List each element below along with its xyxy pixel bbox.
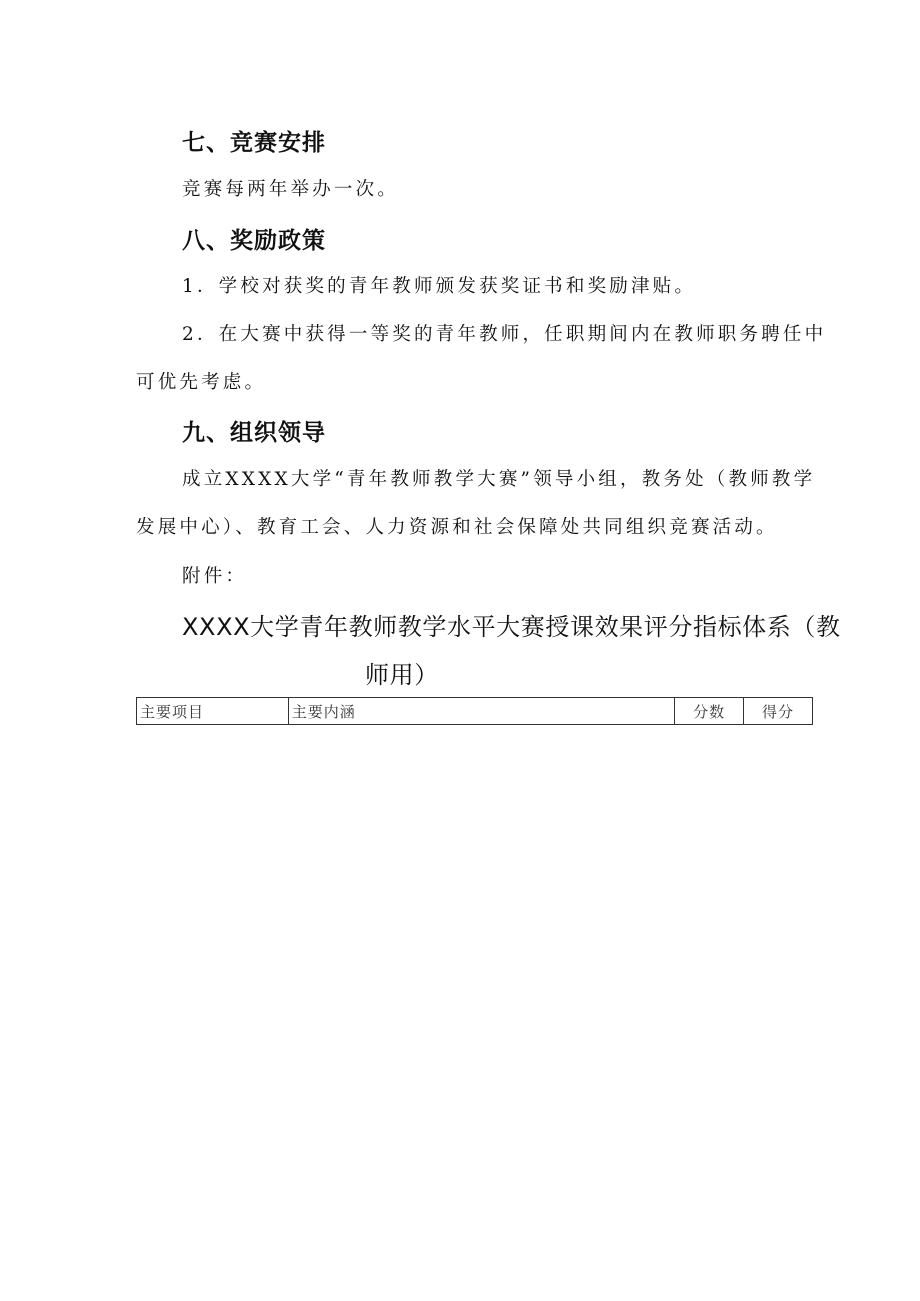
attachment-title-line2: 师用） — [365, 661, 439, 689]
attachment-label: 附件： — [182, 566, 248, 587]
header-points-earned: 得分 — [744, 698, 813, 725]
section9-body-line2: 发展中心）、教育工会、人力资源和社会保障处共同组织竞赛活动。 — [136, 517, 778, 538]
section9-heading: 九、组织领导 — [182, 420, 326, 446]
section9-body-line1: 成立XXXX大学“青年教师教学大赛”领导小组，教务处（教师教学 — [182, 469, 816, 490]
score-table-header-row — [137, 698, 813, 725]
section8-item2-line1: 2．在大赛中获得一等奖的青年教师，任职期间内在教师职务聘任中 — [182, 324, 827, 345]
header-main-item: 主要项目 — [137, 698, 289, 725]
section7-body: 竞赛每两年举办一次。 — [182, 179, 400, 200]
attachment-title-line1: XXXX大学青年教师教学水平大赛授课效果评分指标体系（教 — [182, 613, 841, 641]
section8-heading: 八、奖励政策 — [182, 228, 326, 254]
score-table — [136, 697, 813, 725]
section7-heading: 七、竞赛安排 — [182, 130, 326, 156]
header-main-content: 主要内涵 — [288, 698, 674, 725]
section8-item1: 1．学校对获奖的青年教师颁发获奖证书和奖励津贴。 — [182, 276, 697, 297]
header-score: 分数 — [675, 698, 744, 725]
section8-item2-line2: 可优先考虑。 — [136, 372, 267, 393]
